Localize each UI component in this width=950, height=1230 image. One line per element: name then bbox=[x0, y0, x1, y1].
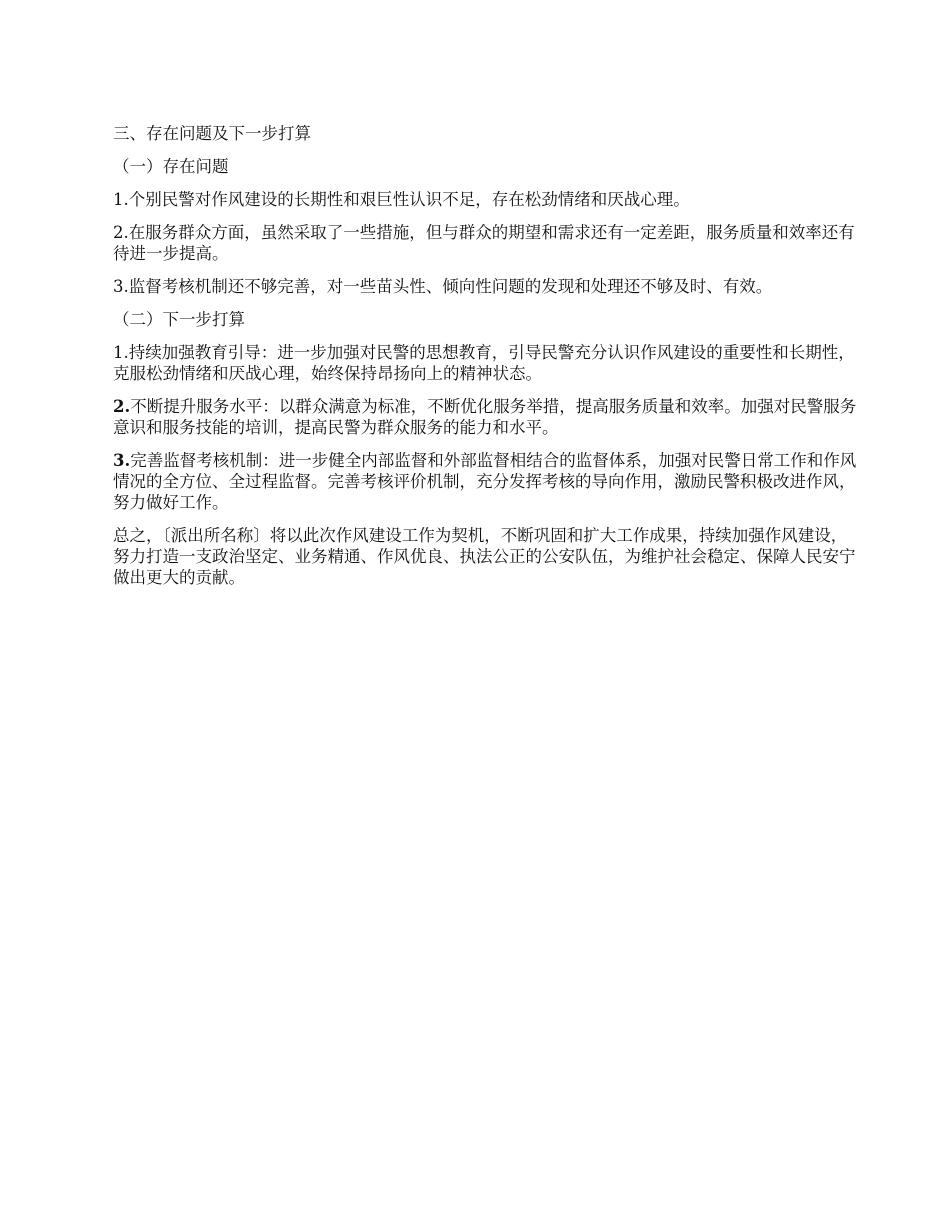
document-page bbox=[113, 123, 858, 600]
item-number: 1. bbox=[113, 343, 129, 362]
plan-item bbox=[113, 396, 858, 438]
item-text: 持续加强教育引导：进一步加强对民警的思想教育，引导民警充分认识作风建设的重要性和长期性，克服松劲情绪和厌战心理，始终保持昂扬向上的精神状态。 bbox=[113, 343, 855, 383]
plan-item bbox=[113, 342, 858, 384]
section-title: 三、存在问题及下一步打算 bbox=[113, 124, 311, 143]
problem-item bbox=[113, 276, 858, 297]
plan-item bbox=[113, 450, 858, 513]
item-number: 3. bbox=[113, 451, 131, 470]
item-text: 不断提升服务水平：以群众满意为标准，不断优化服务举措，提高服务质量和效率。加强对民警服务意识和服务技能的培训，提高民警为群众服务的能力和水平。 bbox=[113, 397, 857, 437]
subsection-title-plans: （二）下一步打算 bbox=[113, 310, 245, 329]
item-number: 1. bbox=[113, 190, 129, 209]
item-number: 3. bbox=[113, 277, 129, 296]
item-number: 2. bbox=[113, 397, 131, 416]
item-text: 完善监督考核机制：进一步健全内部监督和外部监督相结合的监督体系，加强对民警日常工作和作风情况的全方位、全过程监督。完善考核评价机制，充分发挥考核的导向作用，激励民警积极改进作风，努力做好工作。 bbox=[113, 451, 857, 512]
item-number: 2. bbox=[113, 223, 129, 242]
problem-item bbox=[113, 189, 858, 210]
item-text: 监督考核机制还不够完善，对一些苗头性、倾向性问题的发现和处理还不够及时、有效。 bbox=[128, 277, 773, 296]
item-text: 个别民警对作风建设的长期性和艰巨性认识不足，存在松劲情绪和厌战心理。 bbox=[128, 190, 690, 209]
subsection-title-problems: （一）存在问题 bbox=[113, 157, 229, 176]
conclusion-paragraph: 总之，〔派出所名称〕将以此次作风建设工作为契机，不断巩固和扩大工作成果，持续加强作风建设，努力打造一支政治坚定、业务精通、作风优良、执法公正的公安队伍，为维护社会稳定、保障人民安宁做出更大的贡献。 bbox=[113, 526, 856, 587]
problem-item bbox=[113, 222, 858, 264]
item-text: 在服务群众方面，虽然采取了一些措施，但与群众的期望和需求还有一定差距，服务质量和效率还有待进一步提高。 bbox=[113, 223, 855, 263]
